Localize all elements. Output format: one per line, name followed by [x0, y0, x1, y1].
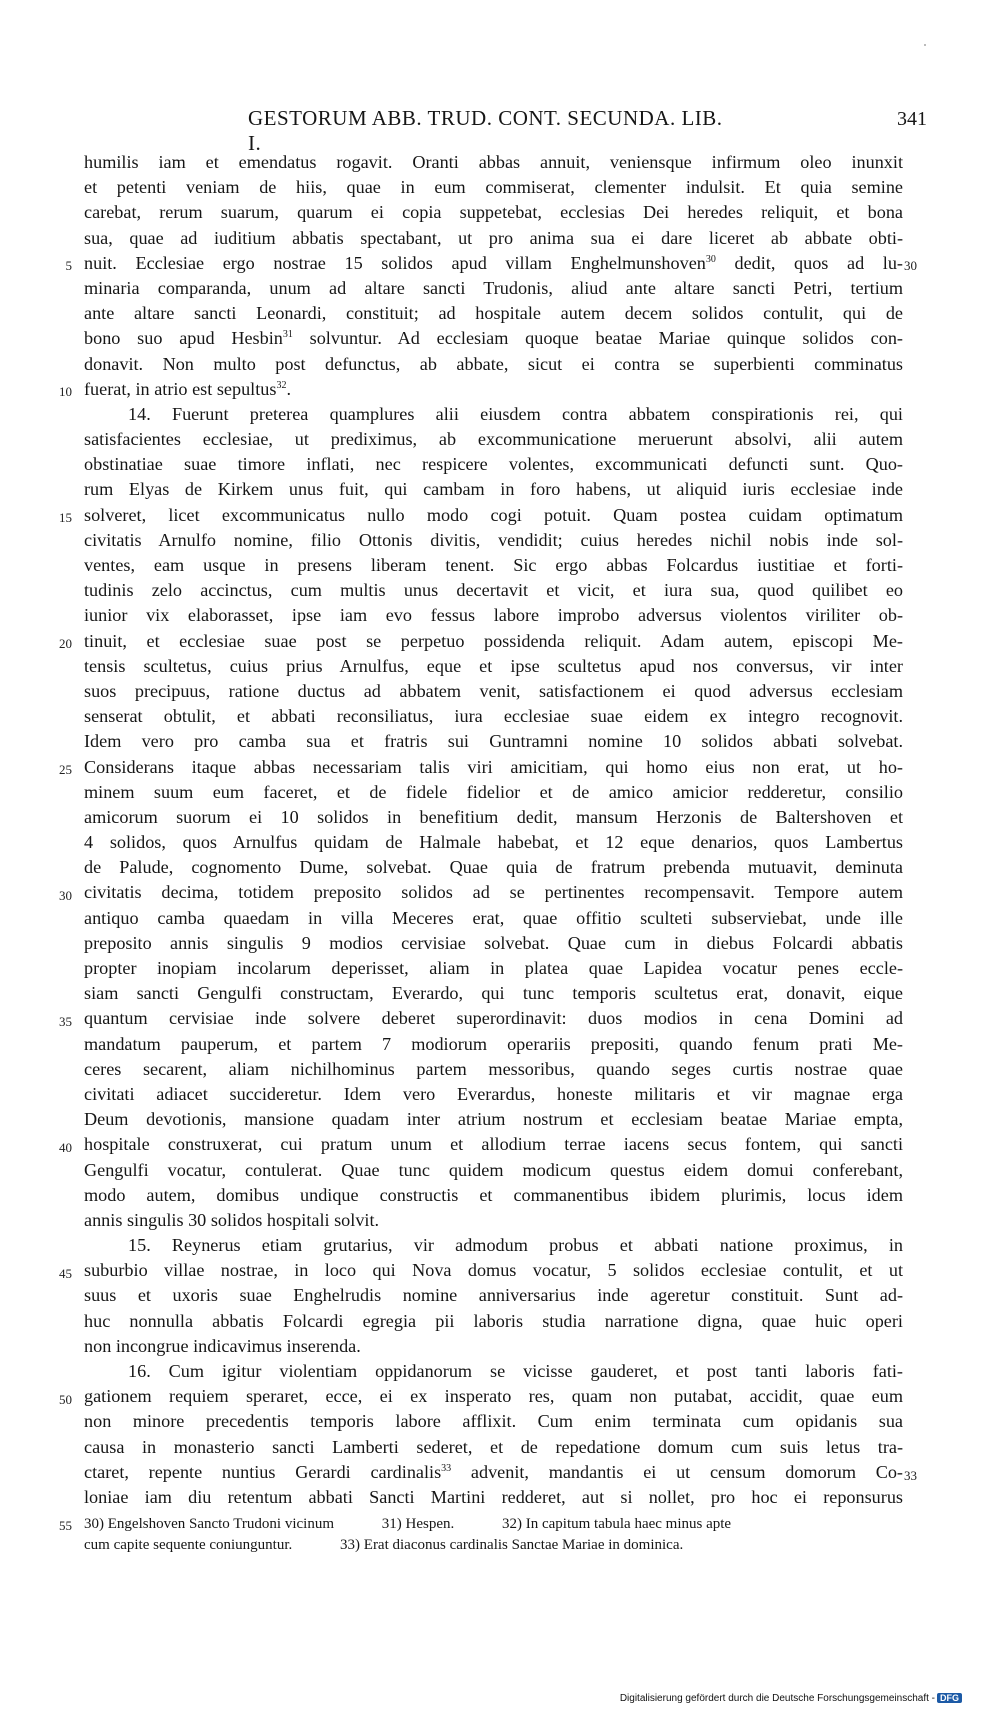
text-line: tensis scultetus, cuius prius Arnulfus, eque et ipse scultetus apud nos conversus, vir inter: [84, 655, 903, 676]
text-line: minem suum eum faceret, et de fidele fidelior et de amico amicior redderetur, consilio: [84, 781, 903, 802]
text-line: suburbio villae nostrae, in loco qui Nova domus vocatur, 5 solidos ecclesiae contulit, et ut: [84, 1260, 903, 1281]
text-line: loniae iam diu retentum abbati Sancti Martini redderet, aut si nollet, pro hoc ei reponsurus: [84, 1486, 903, 1507]
line-number: 45: [59, 1266, 72, 1281]
text-line: bono suo apud Hesbin$^{31}$ solvuntur. Ad ecclesiam quoque beatae Mariae quinque solidos con-: [84, 328, 903, 349]
text-line: suos precipuus, ratione ductus ad abbatem venit, satisfactionem ei quod adversus ecclesiam: [84, 680, 903, 701]
footnote-ref: 31: [282, 329, 293, 341]
text-line: satisfacientes ecclesiae, ut prediximus, ab excommunicatione meruerunt absolvi, alii autem: [84, 429, 903, 450]
text-line: antiquo camba quaedam in villa Meceres erat, quae offitio sculteti subserviebat, unde ille: [84, 907, 903, 928]
text-line: solveret, licet excommunicatus nullo modo cogi potuit. Quam postea cuidam optimatum: [84, 504, 903, 525]
text-line: ceres secarent, aliam nichilhominus partem messoribus, quando seges curtis nostrae quae: [84, 1058, 903, 1079]
text-line: Idem vero pro camba sua et fratris sui Guntramni nomine 10 solidos abbati solvebat.: [84, 731, 903, 752]
credit-text: Digitalisierung gefördert durch die Deutsche Forschungsgemeinschaft -: [619, 1693, 935, 1704]
text-line: carebat, rerum suarum, quarum ei copia suppetebat, ecclesias Dei heredes reliquit, et bona: [84, 202, 903, 223]
text-line: tinuit, et ecclesiae suae post se perpetuo possidenda reliquit. Adam autem, episcopi Me-: [84, 630, 903, 651]
text-line: obstinatiae suae timore inflati, nec respicere volentes, excommunicati defuncti sunt. Quo-: [84, 454, 903, 475]
text-line: minaria comparanda, unum ad altare sancti Trudonis, aliud ante altare sancti Petri, tertium: [84, 277, 903, 298]
paragraph-start: 14. Fuerunt preterea quamplures alii eiusdem contra abbatem conspirationis rei, qui: [128, 403, 903, 424]
page-number: 341: [897, 108, 927, 130]
text-line: non minore precedentis temporis labore afflixit. Cum enim terminata cum opidanis sua: [84, 1411, 903, 1432]
text-line: civitati adiacet succideretur. Idem vero Everardus, honeste militaris et vir magnae erga: [84, 1083, 903, 1104]
text-line: tudinis zelo accinctus, cum multis unus decertavit et vicit, et iura sua, quod quilibet eo: [84, 580, 903, 601]
text-line: suus et uxoris suae Enghelrudis nomine anniversarius inde ageretur constituit. Sunt ad-: [84, 1285, 903, 1306]
text-line: donavit. Non multo post defunctus, ab abbate, sicut ei contra se superbienti comminatus: [84, 353, 903, 374]
text-line: ctaret, repente nuntius Gerardi cardinalis$^{33}$ advenit, mandantis ei ut censum domorum Co-: [84, 1461, 903, 1482]
text-line: quantum cervisiae inde solvere deberet superordinavit: duos modios in cena Domini ad: [84, 1008, 903, 1029]
text-line: civitatis Arnulfo nomine, filio Ottonis divitis, vendidit; cuius heredes nichil nobis inde sol-: [84, 529, 903, 550]
text-line: siam sancti Gengulfi constructam, Everardo, qui tunc temporis scultetus erat, donavit, eique: [84, 983, 903, 1004]
paragraph-start: 15. Reynerus etiam grutarius, vir admodum probus et abbati natione proximus, in: [128, 1235, 903, 1256]
footnote-row: [84, 1535, 904, 1556]
footnote-30: 30) Engelshoven Sancto Trudoni vicinum: [84, 1516, 334, 1532]
line-number-right: 30: [904, 258, 917, 273]
text-line: annis singulis 30 solidos hospitali solvit.: [84, 1209, 380, 1230]
footnote-row: [84, 1514, 904, 1535]
text-line: fuerat, in atrio est sepultus$^{32}$.: [84, 378, 291, 399]
text-line: amicorum suorum ei 10 solidos in benefitium dedit, mansum Herzonis de Baltershoven et: [84, 806, 903, 827]
scan-mark: [924, 44, 926, 46]
line-number-right: 33: [904, 1468, 917, 1483]
text-line: ante altare sancti Leonardi, constituit; ad hospitale autem decem solidos contulit, qui de: [84, 303, 903, 324]
text-line: civitatis decima, totidem preposito solidos ad se pertinentes recompensavit. Tempore autem: [84, 882, 903, 903]
dfg-logo: DFG: [937, 1693, 962, 1703]
line-number: 30: [59, 888, 72, 903]
line-number: 10: [59, 384, 72, 399]
text-line: sua, quae ad iuditium abbatis spectabant, ut pro anima sua ei dare liceret ab abbate obti-: [84, 227, 903, 248]
footnote-32-continued: cum capite sequente coniunguntur.: [84, 1537, 293, 1553]
line-number: 55: [59, 1518, 72, 1533]
footnote-31: 31) Hespen.: [381, 1516, 455, 1532]
footnote-32: 32) In capitum tabula haec minus apte: [501, 1516, 732, 1532]
footnote-ref: 32: [276, 379, 287, 391]
footnote-ref: 33: [441, 1462, 452, 1474]
line-number: 5: [65, 258, 72, 273]
paragraph-start: 16. Cum igitur violentiam oppidanorum se vicisse gauderet, et post tanti laboris fati-: [128, 1361, 903, 1381]
text-line: Deum devotionis, mansione quadam inter atrium nostrum et ecclesiam beatae Mariae empta,: [84, 1109, 903, 1130]
line-number: 50: [59, 1392, 72, 1407]
running-header: GESTORUM ABB. TRUD. CONT. SECUNDA. LIB. I.: [248, 106, 723, 155]
text-line: Gengulfi vocatur, contulerat. Quae tunc quidem modicum questus eidem domui conferebant,: [84, 1159, 903, 1180]
text-line: 4 solidos, quos Arnulfus quidam de Halmale habebat, et 12 eque denarios, quos Lambertus: [84, 832, 903, 853]
text-line: senserat obtulit, et abbati reconsiliatus, iura ecclesiae suae eidem ex integro recognovit.: [84, 706, 903, 727]
text-line: causa in monasterio sancti Lamberti sederet, et de repedatione domum cum suis letus tra-: [84, 1436, 903, 1457]
footnotes: [84, 1514, 904, 1556]
text-line: de Palude, cognomento Dume, solvebat. Quae quia de fratrum prebenda mutuavit, deminuta: [84, 857, 903, 878]
main-text: [84, 150, 903, 1510]
footnote-ref: 30: [705, 253, 716, 265]
line-number: 20: [59, 636, 72, 651]
text-line: iunior vix elaborasset, ipse iam evo fessus labore improbo adversus violentos viriliter ob-: [84, 605, 903, 626]
text-line: ventes, eam usque in presens liberam tenent. Sic ergo abbas Folcardus iustitiae et forti-: [84, 555, 903, 575]
line-number: 25: [59, 762, 72, 777]
text-line: et petenti veniam de hiis, quae in eum commiserat, clementer indulsit. Et quia semine: [84, 177, 903, 198]
text-line: hospitale construxerat, cui pratum unum et allodium terrae iacens secus fontem, qui sancti: [84, 1134, 903, 1155]
text-line: non incongrue indicavimus inserenda.: [84, 1335, 361, 1356]
line-number: 15: [59, 510, 72, 525]
text-line: propter inopiam incolarum deperisset, aliam in platea quae Lapidea vocatur penes eccle-: [84, 958, 903, 978]
text-line: preposito annis singulis 9 modios cervisiae solvebat. Quae cum in diebus Folcardi abbatis: [84, 932, 903, 953]
text-line: Considerans itaque abbas necessariam talis viri amicitiam, qui homo eius non erat, ut ho-: [84, 756, 903, 777]
text-line: nuit. Ecclesiae ergo nostrae 15 solidos apud villam Enghelmunshoven$^{30}$ dedit, quos ad lu-: [84, 252, 903, 273]
text-line: gationem requiem speraret, ecce, ei ex insperato res, quam non putabat, accidit, quae eum: [84, 1386, 903, 1407]
text-line: humilis iam et emendatus rogavit. Oranti abbas annuit, veniensque infirmum oleo inunxit: [84, 152, 903, 172]
text-line: mandatum pauperum, et partem 7 modiorum operariis prepositi, quando fenum prati Me-: [84, 1033, 903, 1054]
footnote-33: 33) Erat diaconus cardinalis Sanctae Mariae in dominica.: [340, 1537, 684, 1553]
text-line: modo autem, domibus undique constructis et commanentibus ibidem plurimis, locus idem: [84, 1184, 903, 1205]
text-line: huc nonnulla abbatis Folcardi egregia pii laboris studia narratione digna, quae huic operi: [84, 1310, 903, 1331]
line-number: 40: [59, 1140, 72, 1155]
text-line: rum Elyas de Kirkem unus fuit, qui cambam in foro habens, ut aliquid iuris ecclesiae inde: [84, 479, 903, 500]
line-number: 35: [59, 1014, 72, 1029]
digitization-credit: [620, 1693, 962, 1704]
